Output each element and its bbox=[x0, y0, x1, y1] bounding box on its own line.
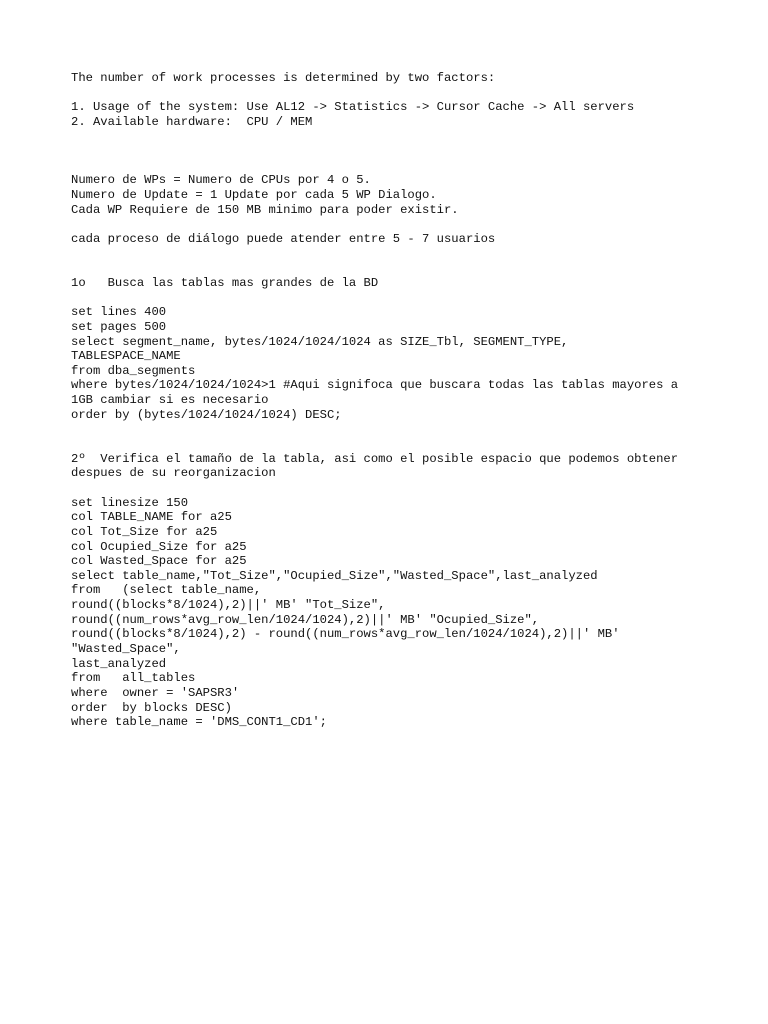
sql-line: set pages 500 bbox=[71, 319, 167, 334]
sql-line: round((blocks*8/1024),2)||' MB' "Tot_Size", bbox=[71, 598, 386, 613]
spacer bbox=[71, 247, 711, 262]
sql-line: from dba_segments bbox=[71, 363, 196, 378]
sql-line: round((num_rows*avg_row_len/1024/1024),2)||' MB' "Ocupied_Size", bbox=[71, 612, 540, 627]
sql-line: col TABLE_NAME for a25 bbox=[71, 510, 232, 525]
spacer bbox=[71, 291, 711, 306]
sql-line: col Wasted_Space for a25 bbox=[71, 554, 247, 569]
factor-hardware: 2. Available hardware: CPU / MEM bbox=[71, 114, 313, 129]
sizing-wps: Numero de WPs = Numero de CPUs por 4 o 5. bbox=[71, 173, 371, 188]
spacer bbox=[71, 130, 711, 145]
factor-usage: 1. Usage of the system: Use AL12 -> Statistics -> Cursor Cache -> All servers bbox=[71, 100, 635, 115]
step1-sql-block bbox=[71, 305, 711, 422]
sql-line: last_analyzed bbox=[71, 656, 167, 671]
sql-line: order by (bytes/1024/1024/1024) DESC; bbox=[71, 407, 342, 422]
step1-title: 1o Busca las tablas mas grandes de la BD bbox=[71, 275, 379, 290]
sql-line: set lines 400 bbox=[71, 305, 167, 320]
sql-line: where table_name = 'DMS_CONT1_CD1'; bbox=[71, 715, 327, 730]
sql-line: "Wasted_Space", bbox=[71, 641, 181, 656]
sql-line: select table_name,"Tot_Size","Ocupied_Size","Wasted_Space",last_analyzed bbox=[71, 568, 598, 583]
sql-line: set linesize 150 bbox=[71, 495, 189, 510]
spacer bbox=[71, 422, 711, 437]
sql-line: 1GB cambiar si es necesario bbox=[71, 393, 269, 408]
sql-line: col Tot_Size for a25 bbox=[71, 524, 218, 539]
spacer bbox=[71, 144, 711, 159]
step2-title-cont: despues de su reorganizacion bbox=[71, 466, 276, 481]
sql-line: round((blocks*8/1024),2) - round((num_rows*avg_row_len/1024/1024),2)||' MB' bbox=[71, 627, 620, 642]
sizing-update: Numero de Update = 1 Update por cada 5 WP Dialogo. bbox=[71, 188, 437, 203]
spacer bbox=[71, 437, 711, 452]
spacer bbox=[71, 159, 711, 174]
spacer bbox=[71, 217, 711, 232]
step2-title: 2º Verifica el tamaño de la tabla, asi como el posible espacio que podemos obtener bbox=[71, 451, 679, 466]
spacer bbox=[71, 86, 711, 101]
sql-line: order by blocks DESC) bbox=[71, 700, 232, 715]
document-page bbox=[71, 71, 711, 730]
step2-sql-block bbox=[71, 496, 711, 730]
spacer bbox=[71, 481, 711, 496]
sql-line: where bytes/1024/1024/1024>1 #Aqui signifoca que buscara todas las tablas mayores a bbox=[71, 378, 679, 393]
sql-line: from all_tables bbox=[71, 671, 196, 686]
intro-heading: The number of work processes is determined by two factors: bbox=[71, 71, 496, 85]
sizing-memory: Cada WP Requiere de 150 MB minimo para poder existir. bbox=[71, 202, 459, 217]
spacer bbox=[71, 261, 711, 276]
sql-line: where owner = 'SAPSR3' bbox=[71, 685, 240, 700]
sql-line: TABLESPACE_NAME bbox=[71, 349, 181, 364]
sql-line: col Ocupied_Size for a25 bbox=[71, 539, 247, 554]
sql-line: from (select table_name, bbox=[71, 583, 262, 598]
sizing-users: cada proceso de diálogo puede atender entre 5 - 7 usuarios bbox=[71, 232, 496, 247]
sql-line: select segment_name, bytes/1024/1024/1024 as SIZE_Tbl, SEGMENT_TYPE, bbox=[71, 334, 569, 349]
